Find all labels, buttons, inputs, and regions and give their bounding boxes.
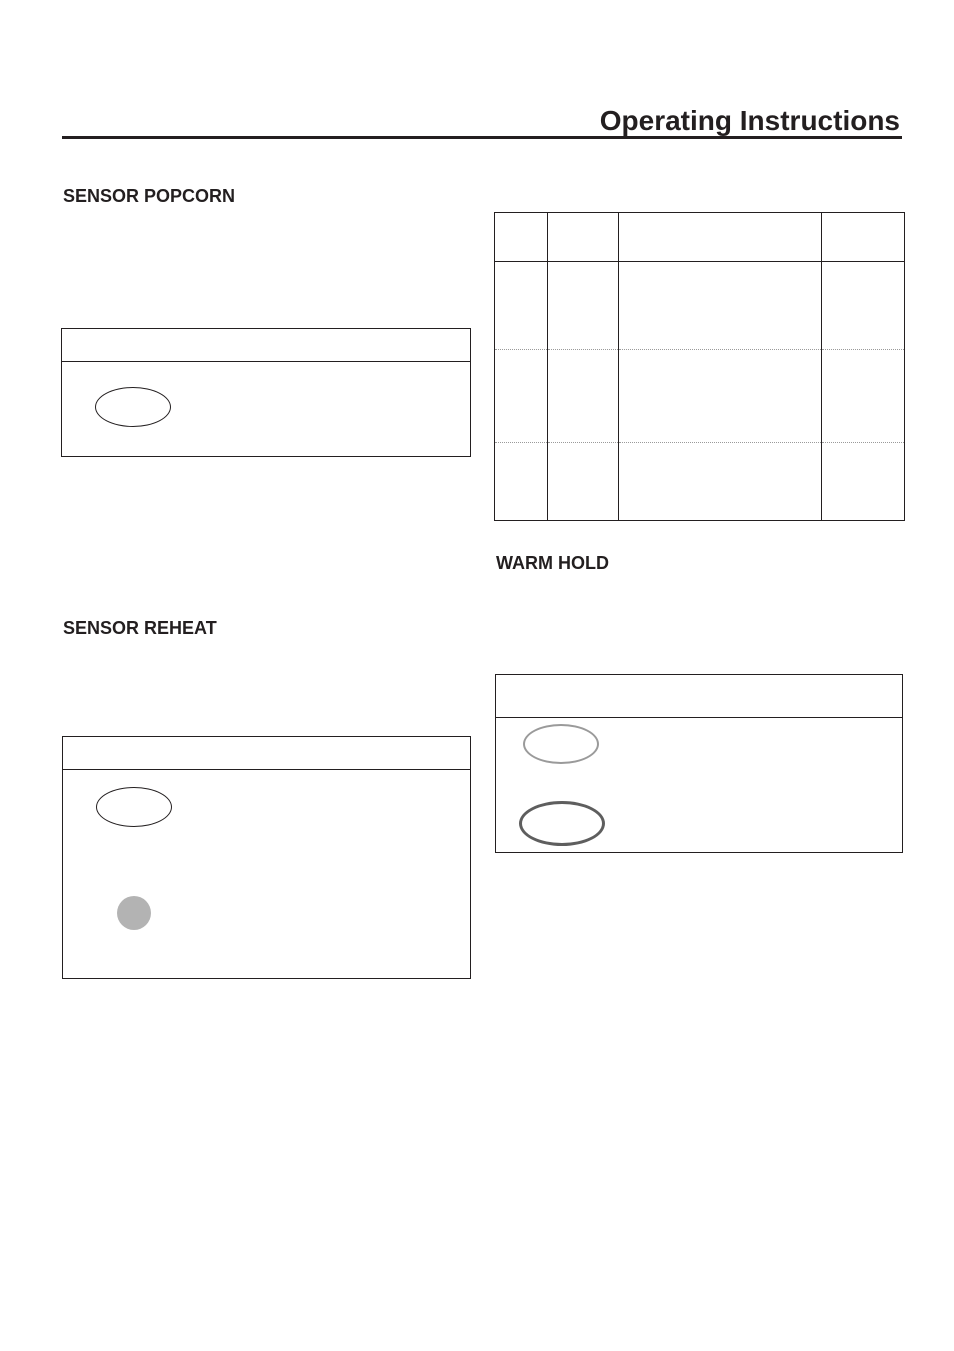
warm-hold-heading: WARM HOLD: [496, 553, 609, 573]
sensor-reheat-heading: SENSOR REHEAT: [63, 618, 217, 638]
table-header-row: [495, 213, 905, 262]
reheat-key-icon: [96, 787, 172, 827]
page-title: Operating Instructions: [599, 105, 900, 136]
sensor-reheat-panel-header: [63, 737, 470, 770]
table-cell: [495, 213, 548, 262]
table-cell: [822, 443, 905, 521]
table-row: [495, 350, 905, 443]
sensor-popcorn-table: [494, 212, 905, 521]
table-cell: [619, 262, 822, 350]
table-cell: [548, 262, 619, 350]
warm-hold-panel: [495, 674, 903, 853]
sensor-popcorn-heading: SENSOR POPCORN: [63, 186, 236, 206]
sensor-popcorn-panel-header: [62, 329, 470, 362]
table-cell: [548, 443, 619, 521]
table-cell: [822, 213, 905, 262]
table-cell: [495, 262, 548, 350]
table-cell: [495, 443, 548, 521]
table-row: [495, 262, 905, 350]
table-cell: [619, 213, 822, 262]
table-cell: [548, 213, 619, 262]
table-cell: [619, 350, 822, 443]
table-cell: [822, 262, 905, 350]
start-dial-icon: [117, 896, 151, 930]
sensor-reheat-panel: [62, 736, 471, 979]
sensor-popcorn-panel: [61, 328, 471, 457]
warm-hold-panel-header: [496, 675, 902, 718]
table-cell: [822, 350, 905, 443]
warm-hold-key-icon: [523, 724, 599, 764]
table-cell: [495, 350, 548, 443]
table-row: [495, 443, 905, 521]
start-button-icon: [519, 801, 605, 846]
table-cell: [619, 443, 822, 521]
title-rule: [62, 136, 902, 139]
popcorn-key-icon: [95, 387, 171, 427]
table-cell: [548, 350, 619, 443]
